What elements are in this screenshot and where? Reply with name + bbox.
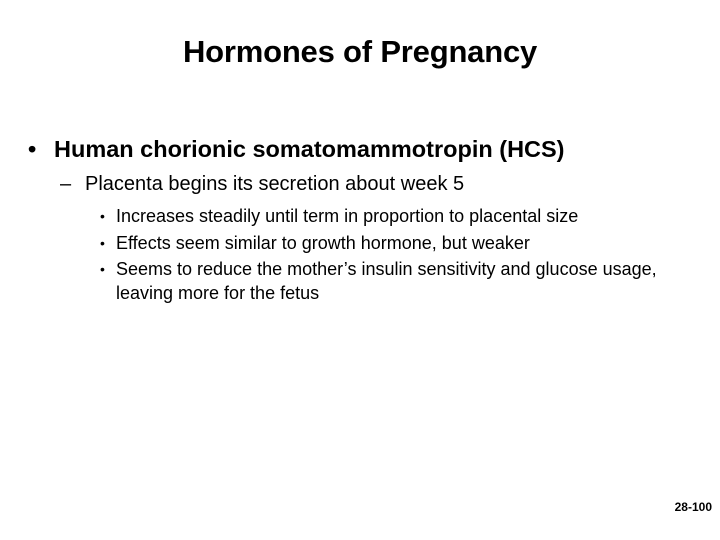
bullet-marker: • <box>100 208 105 224</box>
bullet-text-secretion: Placenta begins its secretion about week 5 <box>85 173 465 195</box>
sub-bullet-item <box>100 258 715 305</box>
sub-bullet-list <box>100 205 715 308</box>
slide-title: Hormones of Pregnancy <box>182 34 538 69</box>
bullet-text-hcs: Human chorionic somatomammotropin (HCS) <box>54 136 565 162</box>
sub-bullet-item <box>100 205 715 229</box>
slide-number: 28-100 <box>674 500 712 514</box>
sub-bullet-text: Increases steadily until term in proportion to placental size <box>116 206 579 226</box>
bullet-marker: • <box>100 234 105 251</box>
sub-bullet-text: Effects seem similar to growth hormone, but weaker <box>116 232 530 253</box>
sub-bullet-item <box>100 232 715 256</box>
dash-marker: – <box>60 173 72 195</box>
sub-bullet-text: Seems to reduce the mother’s insulin sensitivity and glucose usage, leaving more for the fetus <box>116 259 657 303</box>
bullet-marker: • <box>100 261 105 277</box>
bullet-marker: • <box>28 136 37 162</box>
